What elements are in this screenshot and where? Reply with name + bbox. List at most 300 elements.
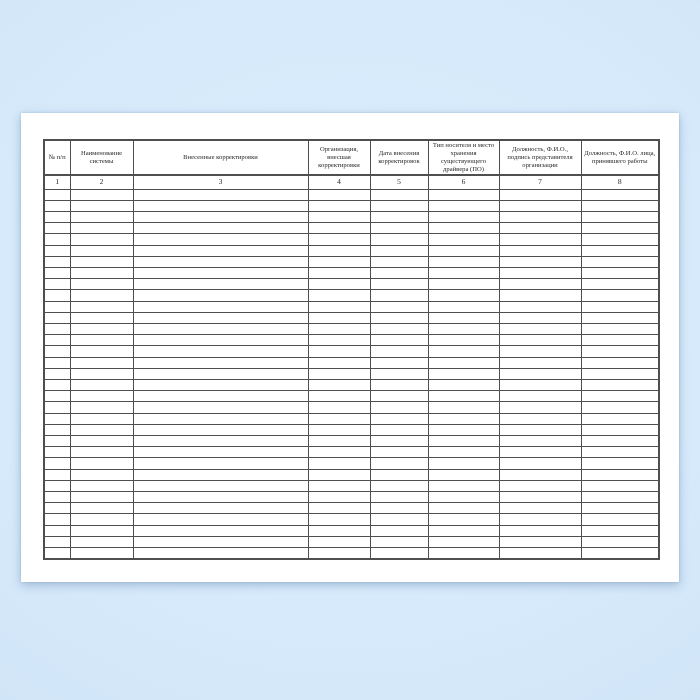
table-row: [44, 548, 659, 560]
table-cell: [70, 503, 133, 514]
table-cell: [70, 469, 133, 480]
table-cell: [370, 234, 428, 245]
table-row: [44, 223, 659, 234]
table-cell: [370, 312, 428, 323]
table-cell: [370, 189, 428, 200]
column-header: Дата внесения корректировок: [370, 140, 428, 175]
table-cell: [581, 290, 659, 301]
table-cell: [44, 323, 70, 334]
table-cell: [581, 424, 659, 435]
table-cell: [428, 480, 499, 491]
table-cell: [44, 279, 70, 290]
table-cell: [308, 435, 370, 446]
table-cell: [44, 290, 70, 301]
table-cell: [428, 491, 499, 502]
table-cell: [428, 335, 499, 346]
table-cell: [428, 312, 499, 323]
table-row: [44, 424, 659, 435]
table-cell: [133, 525, 308, 536]
table-row: [44, 301, 659, 312]
table-cell: [499, 424, 581, 435]
table-cell: [70, 357, 133, 368]
table-cell: [44, 368, 70, 379]
column-header: Должность, Ф.И.О. лица, принявшего работы: [581, 140, 659, 175]
table-cell: [44, 491, 70, 502]
table-cell: [499, 189, 581, 200]
table-cell: [70, 200, 133, 211]
table-cell: [428, 435, 499, 446]
table-cell: [428, 447, 499, 458]
table-cell: [499, 346, 581, 357]
table-cell: [44, 435, 70, 446]
table-cell: [308, 402, 370, 413]
table-cell: [499, 335, 581, 346]
table-cell: [428, 211, 499, 222]
table-cell: [133, 312, 308, 323]
table-cell: [370, 379, 428, 390]
table-cell: [308, 379, 370, 390]
table-cell: [499, 402, 581, 413]
table-cell: [581, 323, 659, 334]
table-cell: [428, 357, 499, 368]
table-cell: [428, 256, 499, 267]
table-cell: [44, 301, 70, 312]
table-cell: [308, 447, 370, 458]
table-cell: [133, 447, 308, 458]
column-header: № п/п: [44, 140, 70, 175]
table-cell: [499, 379, 581, 390]
table-cell: [133, 424, 308, 435]
table-cell: [70, 458, 133, 469]
table-cell: [370, 301, 428, 312]
table-cell: [581, 267, 659, 278]
table-cell: [499, 357, 581, 368]
table-cell: [370, 267, 428, 278]
column-number: 8: [581, 175, 659, 189]
table-cell: [70, 312, 133, 323]
table-cell: [428, 223, 499, 234]
table-cell: [44, 267, 70, 278]
table-row: [44, 357, 659, 368]
table-cell: [499, 211, 581, 222]
table-cell: [133, 548, 308, 560]
table-cell: [70, 267, 133, 278]
table-cell: [308, 223, 370, 234]
table-cell: [308, 469, 370, 480]
table-cell: [581, 256, 659, 267]
table-cell: [70, 379, 133, 390]
table-cell: [428, 189, 499, 200]
table-cell: [308, 290, 370, 301]
table-cell: [44, 548, 70, 560]
table-cell: [70, 480, 133, 491]
table-cell: [428, 245, 499, 256]
table-cell: [133, 189, 308, 200]
table-cell: [370, 536, 428, 547]
table-cell: [308, 245, 370, 256]
table-cell: [428, 234, 499, 245]
table-cell: [44, 189, 70, 200]
table-cell: [308, 391, 370, 402]
table-cell: [70, 301, 133, 312]
table-cell: [428, 536, 499, 547]
table-cell: [370, 402, 428, 413]
table-cell: [44, 525, 70, 536]
table-cell: [581, 189, 659, 200]
table-cell: [370, 211, 428, 222]
table-cell: [370, 223, 428, 234]
table-cell: [133, 491, 308, 502]
table-cell: [133, 458, 308, 469]
table-cell: [308, 514, 370, 525]
table-cell: [44, 458, 70, 469]
table-cell: [44, 346, 70, 357]
table-cell: [428, 301, 499, 312]
table-row: [44, 491, 659, 502]
table-cell: [428, 525, 499, 536]
table-cell: [370, 391, 428, 402]
table-cell: [428, 402, 499, 413]
table-cell: [308, 200, 370, 211]
table-cell: [428, 458, 499, 469]
table-cell: [133, 536, 308, 547]
table-cell: [308, 503, 370, 514]
table-cell: [428, 548, 499, 560]
table-cell: [499, 312, 581, 323]
table-cell: [581, 447, 659, 458]
table-cell: [308, 323, 370, 334]
column-header: Должность, Ф.И.О., подпись представителя организации: [499, 140, 581, 175]
table-row: [44, 335, 659, 346]
table-cell: [428, 290, 499, 301]
table-cell: [428, 503, 499, 514]
table-cell: [370, 323, 428, 334]
table-cell: [581, 548, 659, 560]
table-cell: [44, 536, 70, 547]
table-cell: [44, 357, 70, 368]
table-cell: [428, 514, 499, 525]
table-cell: [308, 267, 370, 278]
table-cell: [581, 536, 659, 547]
table-cell: [581, 469, 659, 480]
table-row: [44, 413, 659, 424]
table-cell: [308, 480, 370, 491]
table-cell: [133, 301, 308, 312]
table-cell: [44, 234, 70, 245]
table-cell: [133, 279, 308, 290]
table-cell: [499, 548, 581, 560]
table-cell: [133, 335, 308, 346]
table-cell: [44, 211, 70, 222]
table-cell: [428, 267, 499, 278]
table-cell: [428, 413, 499, 424]
table-cell: [308, 413, 370, 424]
table-row: [44, 368, 659, 379]
table-cell: [44, 413, 70, 424]
table-cell: [499, 279, 581, 290]
table-cell: [308, 368, 370, 379]
table-cell: [499, 223, 581, 234]
table-cell: [308, 301, 370, 312]
table-cell: [44, 469, 70, 480]
table-row: [44, 447, 659, 458]
table-cell: [428, 346, 499, 357]
table-cell: [581, 402, 659, 413]
table-cell: [308, 256, 370, 267]
table-cell: [308, 525, 370, 536]
table-row: [44, 458, 659, 469]
table-cell: [133, 256, 308, 267]
table-cell: [70, 447, 133, 458]
column-header: Наименование системы: [70, 140, 133, 175]
table-cell: [133, 480, 308, 491]
table-cell: [370, 503, 428, 514]
table-cell: [581, 346, 659, 357]
table-cell: [581, 200, 659, 211]
table-cell: [581, 234, 659, 245]
table-cell: [581, 368, 659, 379]
table-cell: [308, 346, 370, 357]
table-cell: [370, 346, 428, 357]
table-cell: [428, 391, 499, 402]
column-number: 3: [133, 175, 308, 189]
table-cell: [133, 357, 308, 368]
table-cell: [581, 312, 659, 323]
table-cell: [499, 368, 581, 379]
table-body: [44, 189, 659, 559]
table-row: [44, 189, 659, 200]
table-cell: [370, 525, 428, 536]
table-cell: [70, 368, 133, 379]
table-cell: [581, 435, 659, 446]
table-cell: [44, 503, 70, 514]
table-cell: [370, 357, 428, 368]
table-cell: [70, 525, 133, 536]
table-cell: [370, 335, 428, 346]
table-cell: [70, 391, 133, 402]
table-cell: [499, 458, 581, 469]
table-cell: [133, 402, 308, 413]
table-row: [44, 200, 659, 211]
table-cell: [370, 514, 428, 525]
table-cell: [308, 491, 370, 502]
table-cell: [133, 413, 308, 424]
table-cell: [44, 447, 70, 458]
table-cell: [499, 256, 581, 267]
table-cell: [499, 200, 581, 211]
table-cell: [44, 245, 70, 256]
table-cell: [581, 301, 659, 312]
table-cell: [581, 525, 659, 536]
table-cell: [370, 469, 428, 480]
table-cell: [499, 525, 581, 536]
table-cell: [133, 391, 308, 402]
table-row: [44, 211, 659, 222]
table-cell: [370, 491, 428, 502]
column-header: Тип носителя и место хранения существующего драйвера (ПО): [428, 140, 499, 175]
table-cell: [499, 267, 581, 278]
table-cell: [581, 211, 659, 222]
table-cell: [44, 379, 70, 390]
table-cell: [44, 424, 70, 435]
table-row: [44, 480, 659, 491]
table-cell: [133, 514, 308, 525]
table-cell: [44, 335, 70, 346]
table-cell: [133, 211, 308, 222]
table-cell: [133, 234, 308, 245]
table-row: [44, 469, 659, 480]
table-cell: [499, 536, 581, 547]
table-cell: [308, 234, 370, 245]
table-cell: [308, 357, 370, 368]
table-cell: [428, 200, 499, 211]
table-cell: [370, 200, 428, 211]
table-cell: [499, 469, 581, 480]
table-cell: [44, 480, 70, 491]
column-number: 6: [428, 175, 499, 189]
table-cell: [70, 279, 133, 290]
table-cell: [581, 503, 659, 514]
table-cell: [499, 245, 581, 256]
table-cell: [581, 223, 659, 234]
table-row: [44, 435, 659, 446]
table-row: [44, 245, 659, 256]
table-cell: [428, 368, 499, 379]
table-cell: [499, 391, 581, 402]
table-cell: [70, 223, 133, 234]
table-cell: [133, 267, 308, 278]
header-number-row: [44, 175, 659, 189]
table-cell: [133, 323, 308, 334]
table-cell: [581, 335, 659, 346]
table-row: [44, 256, 659, 267]
table-cell: [499, 301, 581, 312]
table-cell: [499, 435, 581, 446]
table-cell: [133, 346, 308, 357]
table-cell: [133, 245, 308, 256]
table-cell: [133, 223, 308, 234]
table-cell: [581, 379, 659, 390]
table-cell: [308, 335, 370, 346]
table-cell: [133, 435, 308, 446]
column-number: 5: [370, 175, 428, 189]
table-cell: [44, 312, 70, 323]
table-row: [44, 514, 659, 525]
table-cell: [581, 245, 659, 256]
table-row: [44, 234, 659, 245]
table-cell: [308, 536, 370, 547]
table-cell: [44, 256, 70, 267]
table-row: [44, 391, 659, 402]
table-cell: [308, 458, 370, 469]
table-row: [44, 346, 659, 357]
table-cell: [370, 279, 428, 290]
table-cell: [70, 424, 133, 435]
table-cell: [133, 379, 308, 390]
table-cell: [308, 424, 370, 435]
table-cell: [70, 413, 133, 424]
table-cell: [70, 402, 133, 413]
table-cell: [70, 435, 133, 446]
column-number: 4: [308, 175, 370, 189]
table-cell: [581, 279, 659, 290]
table-cell: [70, 346, 133, 357]
table-cell: [370, 413, 428, 424]
table-cell: [499, 491, 581, 502]
table-cell: [370, 256, 428, 267]
table-cell: [70, 189, 133, 200]
table-cell: [70, 514, 133, 525]
table-cell: [499, 503, 581, 514]
table-cell: [581, 514, 659, 525]
table-cell: [428, 379, 499, 390]
table-row: [44, 536, 659, 547]
table-cell: [70, 536, 133, 547]
table-row: [44, 525, 659, 536]
table-row: [44, 503, 659, 514]
table-cell: [581, 480, 659, 491]
header-label-row: [44, 140, 659, 175]
table-cell: [308, 211, 370, 222]
table-cell: [70, 491, 133, 502]
table-cell: [499, 290, 581, 301]
table-header: [44, 140, 659, 189]
table-cell: [70, 335, 133, 346]
table-cell: [370, 447, 428, 458]
column-number: 7: [499, 175, 581, 189]
table-cell: [44, 223, 70, 234]
table-cell: [44, 391, 70, 402]
table-cell: [499, 480, 581, 491]
table-cell: [70, 256, 133, 267]
table-row: [44, 402, 659, 413]
column-number: 1: [44, 175, 70, 189]
table-cell: [370, 424, 428, 435]
table-cell: [44, 402, 70, 413]
table-cell: [44, 514, 70, 525]
table-cell: [70, 290, 133, 301]
table-cell: [133, 290, 308, 301]
table-cell: [70, 323, 133, 334]
table-cell: [581, 491, 659, 502]
table-cell: [499, 234, 581, 245]
table-cell: [581, 413, 659, 424]
table-cell: [133, 200, 308, 211]
table-row: [44, 267, 659, 278]
table-cell: [499, 413, 581, 424]
table-cell: [70, 245, 133, 256]
table-cell: [370, 290, 428, 301]
corrections-log-table: [43, 139, 660, 560]
table-cell: [70, 211, 133, 222]
table-row: [44, 279, 659, 290]
table-cell: [428, 323, 499, 334]
table-cell: [370, 458, 428, 469]
table-cell: [70, 234, 133, 245]
table-cell: [428, 469, 499, 480]
table-cell: [44, 200, 70, 211]
column-number: 2: [70, 175, 133, 189]
table-cell: [370, 480, 428, 491]
table-cell: [70, 548, 133, 560]
table-cell: [428, 424, 499, 435]
table-cell: [308, 189, 370, 200]
table-cell: [499, 514, 581, 525]
table-row: [44, 379, 659, 390]
table-cell: [581, 357, 659, 368]
table-row: [44, 290, 659, 301]
table-cell: [581, 391, 659, 402]
